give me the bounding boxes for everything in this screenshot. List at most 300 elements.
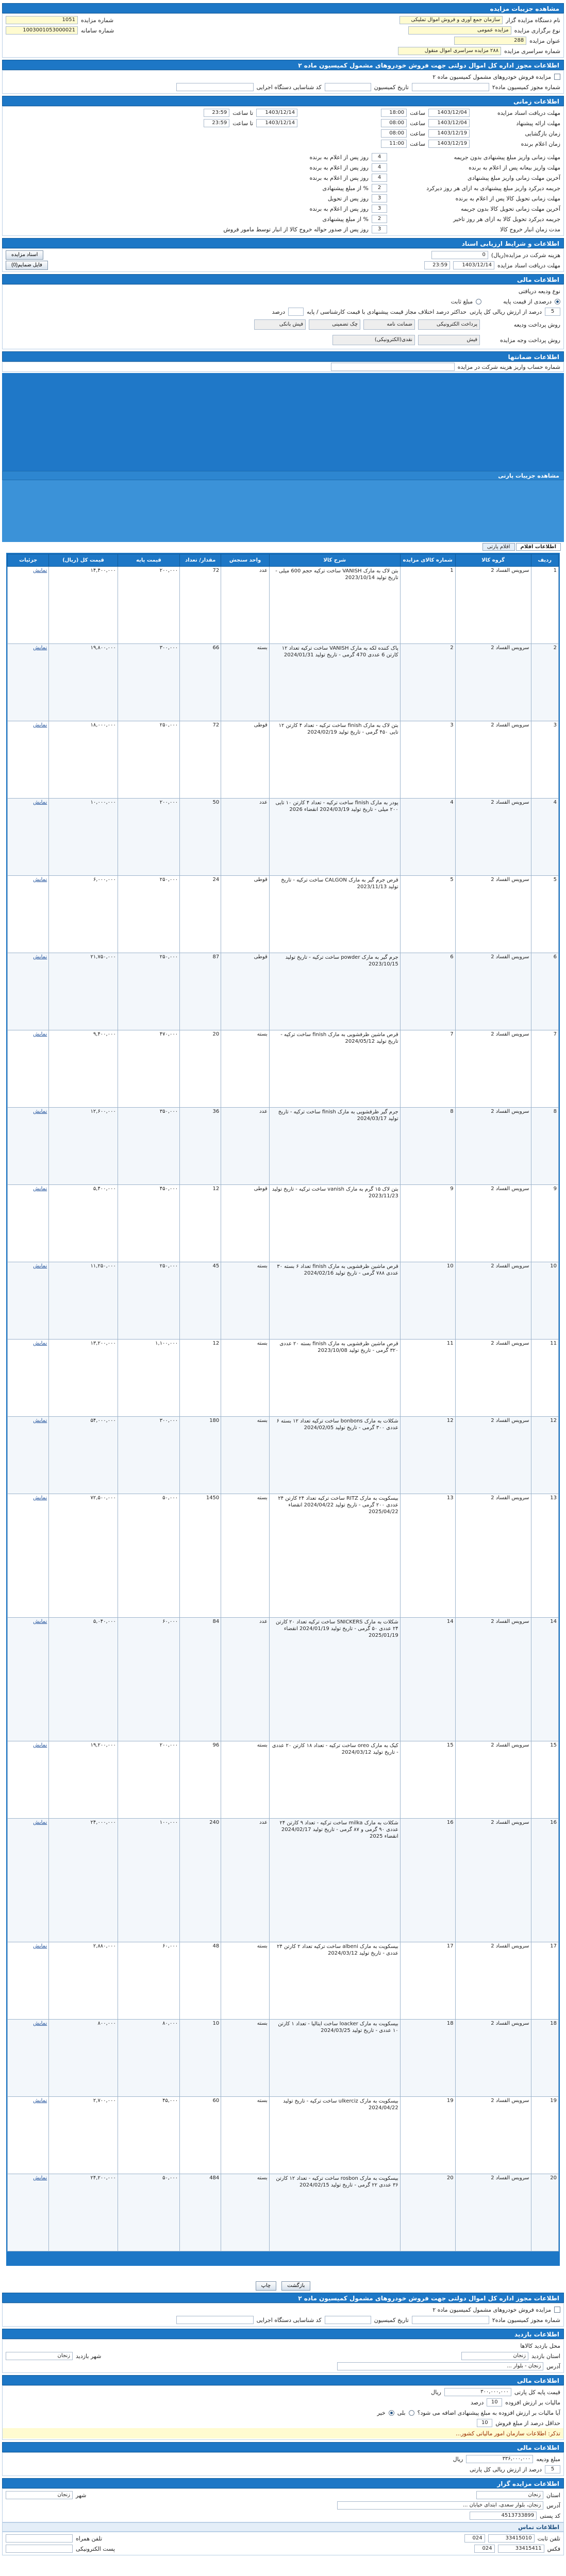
cell-unit: بسته [221,1030,270,1108]
commission-number-label-2: شماره مجوز کمیسیون ماده۲ [492,2316,560,2324]
to-time-label: تا ساعت [232,120,254,127]
cell-total: ۱۱,۲۵۰,۰۰۰ [49,1262,118,1340]
cell-code: 5 [400,876,455,953]
mobile-label: تلفن همراه [76,2535,103,2542]
section-visit: اطلاعات بازدید [2,2329,564,2339]
pay-option-guarantee[interactable]: ضمانت نامه [363,319,415,330]
cell-group: سرویس الفساد 2 [455,1262,531,1340]
cell-det[interactable]: نمایش [8,1819,49,1942]
cell-code: 20 [400,2174,455,2251]
deadline-label: آخرین مهلت زمانی واریز مبلغ پیشنهادی [468,174,560,181]
seller-addr-field: زنجان، بلوار سعدی، ابتدای خیابان ... [337,2501,543,2510]
items-table [7,554,559,2251]
items-tabs [2,542,564,552]
cell-code: 7 [400,1030,455,1108]
blue-panel-top [2,373,564,471]
code-label: شماره سامانه [81,27,114,34]
col-qty: مقدار/ تعداد [180,554,221,567]
cell-det[interactable]: نمایش [8,1618,49,1741]
cell-det[interactable]: نمایش [8,1030,49,1108]
cell-n: 11 [531,1340,558,1417]
cell-price: ۶۰,۰۰۰ [118,1942,179,2020]
tax-note: تذکر: اطلاعات سازمان امور مالیاتی کشور... [455,2430,560,2437]
min-sale-label: حداقل درصد از مبلغ فروش [495,2419,560,2427]
cell-det[interactable]: نمایش [8,1741,49,1819]
cell-price: ۲۰۰,۰۰۰ [118,799,179,876]
guarantees-panel [2,362,564,372]
cell-price: ۴۵,۰۰۰ [118,2097,179,2174]
cell-code: 1 [400,567,455,644]
deadline-row [3,204,563,214]
cell-qty: 12 [180,1185,221,1262]
cell-group: سرویس الفساد 2 [455,876,531,953]
commission-date-label: تاریخ کمیسیون [374,83,409,91]
pay-option-check[interactable]: چک تضمینی [309,319,360,330]
deadline-value: 2 [372,184,387,192]
cell-total: ۸۰۰,۰۰۰ [49,2020,118,2097]
section-auction-details: مشاهده جزییات مزایده [2,3,564,13]
cell-n: 7 [531,1030,558,1108]
cell-unit: بسته [221,1340,270,1417]
timing-to-date: 1403/12/14 [256,109,297,117]
cell-group: سرویس الفساد 2 [455,1618,531,1741]
section-license: اطلاعات مجوز اداره کل اموال دولتی جهت فروش خودروهای مشمول کمیسیون ماده ۲ [2,60,564,70]
pay-price-electronic[interactable]: نقدی(الکترونیکی) [332,335,415,345]
cell-qty: 24 [180,876,221,953]
cell-qty: 1450 [180,1494,221,1618]
cell-group: سرویس الفساد 2 [455,2174,531,2251]
docs-button[interactable]: اسناد مزایده [6,250,43,260]
number-field: 1051 [6,16,78,24]
code-field: 1003001053000021 [6,26,78,35]
cell-group: سرویس الفساد 2 [455,953,531,1030]
cell-group: سرویس الفساد 2 [455,1185,531,1262]
deadline-value: 4 [372,153,387,161]
cell-desc: شکلات به مارک SNICKERS ساخت ترکیه تعداد ۲۰ کارتن ۲۴ عددی ۵۰ گرمی - تاریخ تولید 2024/01/19 انقضاء 2025/01/19 [269,1618,400,1741]
phone-code-field: 024 [464,2534,485,2543]
time-label: ساعت [410,140,425,147]
items-table-frame [6,553,560,2266]
deadline-label: مهلت واریز بیعانه پس از اعلام به برنده [469,164,560,171]
fixed-option: مبلغ ثابت [451,298,473,305]
items-subheader: مشاهده جزییات پارتی [2,471,564,480]
documents-panel [2,248,564,272]
base-price-field: ۳۰۰,۰۰۰,۰۰۰ [444,2388,511,2396]
cell-n: 8 [531,1108,558,1185]
cell-desc: بیسکویت به مارک rosbon ساخت ترکیه - تعداد ۱۲ کارتن ۳۶ عددی ۲۲ گرمی - تاریخ تولید 2024/02/15 [269,2174,400,2251]
cell-unit: بسته [221,2174,270,2251]
cell-price: ۲۰۰,۰۰۰ [118,1741,179,1819]
appendix-button[interactable]: فایل ضمایم(0) [6,261,48,270]
timing-row [3,118,563,128]
cell-det[interactable]: نمایش [8,953,49,1030]
cell-total: ۷۲,۵۰۰,۰۰۰ [49,1494,118,1618]
cell-desc: کیک به مارک oreo ساخت ترکیه - تعداد ۱۸ کارتن ۲۰ عددی - تاریخ تولید 2024/03/12 [269,1741,400,1819]
phone-field: 33415010 [488,2534,535,2543]
cell-qty: 180 [180,1417,221,1494]
cell-n: 3 [531,721,558,799]
cell-qty: 66 [180,644,221,721]
section-guarantees: اطلاعات ضمانتها [2,351,564,362]
deposit-pct-label: درصد از ارزش ریالی کل پارتی [469,2466,542,2473]
section-financial-2: اطلاعات مالی [2,2375,564,2385]
vat-no-radio[interactable] [389,2410,394,2416]
table-row [8,2020,559,2097]
cell-total: ۲,۷۰۰,۰۰۰ [49,2097,118,2174]
deadline-row [3,162,563,173]
cell-price: ۱,۱۰۰,۰۰۰ [118,1340,179,1417]
cell-n: 18 [531,2020,558,2097]
cell-group: سرویس الفساد 2 [455,1417,531,1494]
table-row [8,799,559,876]
max-diff-label: حداکثر درصد اختلاف مجاز قیمت پیشنهادی با قیمت کارشناسی / پایه [307,308,467,315]
cell-group: سرویس الفساد 2 [455,1819,531,1942]
timing-label: مهلت دریافت اسناد مزایده [497,109,560,116]
deadline-label: مهلت زمانی واریز مبلغ پیشنهادی بدون جریمه [454,154,560,161]
vat-no-label: خیر [377,2409,386,2416]
contact-panel [2,2532,564,2555]
commission-number-field-2 [412,2316,489,2324]
cell-desc: پودر به مارک finish ساخت ترکیه - تعداد ۴ کارتن ۱۰ تایی ۲۰۰ میلی - تاریخ تولید 2024/03/19 انقضاء 2026 [269,799,400,876]
doc-receive-date: 1403/12/14 [453,261,494,269]
cell-total: ۱۳,۲۰۰,۰۰۰ [49,1340,118,1417]
commission-number-label: شماره مجوز کمیسیون ماده۲ [492,83,560,91]
section-license-2: اطلاعات مجوز اداره کل اموال دولتی جهت فروش خودروهای مشمول کمیسیون ماده ۲ [2,2293,564,2303]
items-body [8,567,559,2251]
doc-receive-time: 23:59 [424,261,450,269]
cell-unit: قوطی [221,953,270,1030]
seller-province-field: زنجان [476,2491,543,2499]
pay-price-label: روش پرداخت وجه مزایده [500,336,560,344]
cell-det[interactable]: نمایش [8,721,49,799]
cell-desc: قرص ماشین ظرفشویی به مارک finish تعداد ۶ بسته ۳۰ عددی ۷۸۸ گرمی - تاریخ تولید 2024/02/16 [269,1262,400,1340]
deposit-percent-unit: درصد از ارزش ریالی کل پارتی [469,308,542,315]
visit-addr-label: آدرس [546,2363,560,2370]
deadline-value: 3 [372,225,387,233]
table-row [8,1262,559,1340]
cell-unit: قوطی [221,721,270,799]
vat-unit: درصد [470,2399,484,2406]
deadline-row [3,183,563,193]
deadline-unit: روز پس از اعلام به برنده [309,154,369,161]
items-header-row [8,554,559,567]
cell-qty: 36 [180,1108,221,1185]
commission-date-field [325,83,371,91]
cell-code: 8 [400,1108,455,1185]
account-field [331,363,455,371]
title-field: 288 [454,37,526,45]
pay-option-bank-slip[interactable]: فیش بانکی [254,319,306,330]
table-row [8,1942,559,2020]
cell-group: سرویس الفساد 2 [455,1741,531,1819]
cell-desc: قرص جرم گیر به مارک CALGON ساخت ترکیه - تاریخ تولید 2023/11/13 [269,876,400,953]
cell-qty: 45 [180,1262,221,1340]
base-price-unit: ریال [431,2388,441,2396]
items-actions [2,2281,564,2291]
cell-det[interactable]: نمایش [8,1417,49,1494]
visit-province-field: زنجان [461,2352,528,2360]
cell-price: ۲۵۰,۰۰۰ [118,721,179,799]
cell-det[interactable]: نمایش [8,2020,49,2097]
cell-desc: بیسکویت به مارک loacker ساخت ایتالیا - تعداد ۱ کارتن ۱۰ عددی - تاریخ تولید 2024/03/25 [269,2020,400,2097]
cell-total: ۱۸,۰۰۰,۰۰۰ [49,721,118,799]
cell-n: 2 [531,644,558,721]
exec-code-field [176,83,254,91]
cell-total: ۲,۸۸۰,۰۰۰ [49,1942,118,2020]
vat-question: آیا مالیات بر ارزش افزوده به مبلغ پیشنهادی اضافه می شود؟ [417,2409,560,2416]
back-button[interactable]: بازگشت [281,2281,310,2291]
table-row [8,876,559,953]
license-panel-2 [2,2303,564,2327]
financial2-panel [2,2385,564,2440]
visit-panel [2,2339,564,2373]
table-row [8,953,559,1030]
pay-method-label: روش پرداخت ودیعه [513,321,560,328]
deadline-value: 4 [372,174,387,182]
cell-group: سرویس الفساد 2 [455,1942,531,2020]
table-row [8,1494,559,1618]
cell-unit: عدد [221,1618,270,1741]
doc-cost-field: 0 [431,251,488,259]
col-desc: شرح کالا [269,554,400,567]
timing-row [3,128,563,139]
max-diff-field [288,308,304,316]
cell-n: 10 [531,1262,558,1340]
cell-desc: بیسکویت به مارک albeni ساخت ترکیه تعداد ۲ کارتن ۲۴ عددی - تاریخ تولید 2024/03/12 [269,1942,400,2020]
cell-desc: بیسکویت به مارک ulkerciz ساخت ترکیه - تاریخ تولید 2024/04/22 [269,2097,400,2174]
percent-radio[interactable] [555,299,560,304]
timing-from-date: 1403/12/19 [428,140,470,148]
base-price-label: قیمت پایه کل پارتی [514,2388,560,2396]
cell-price: ۳۵۰,۰۰۰ [118,1108,179,1185]
min-sale-field: 10 [477,2419,492,2427]
exec-code-label: کد شناسایی دستگاه اجرایی [256,83,322,91]
table-row [8,1741,559,1819]
tab-party-items[interactable]: اقلام پارتی [482,543,515,551]
cell-total: ۱۴,۴۰۰,۰۰۰ [49,567,118,644]
table-row [8,1618,559,1741]
deadline-unit: روز پس از صدور حواله خروج کالا از انبار توسط مامور فروش [223,226,369,233]
cell-det[interactable]: نمایش [8,644,49,721]
deadline-label: جریمه دیرکرد تحویل کالا به ازای هر روز تاخیر [453,215,560,223]
deadline-row [3,193,563,204]
cell-unit: بسته [221,1417,270,1494]
pay-price-slip[interactable]: فیش [418,335,480,345]
table-row [8,1819,559,1942]
cell-det[interactable]: نمایش [8,1108,49,1185]
cell-group: سرویس الفساد 2 [455,2097,531,2174]
col-group: گروه کالا [455,554,531,567]
email-label: پست الکترونیکی [76,2545,115,2552]
deadline-unit: روز پس از تحویل [327,195,369,202]
cell-det[interactable]: نمایش [8,1942,49,2020]
cell-total: ۱۲,۶۰۰,۰۰۰ [49,1108,118,1185]
timing-from-time: 08:00 [381,129,407,138]
cell-price: ۵۰,۰۰۰ [118,1494,179,1618]
deadline-row [3,224,563,234]
doc-receive-label: مهلت دریافت اسناد مزایده [497,262,560,269]
cell-n: 16 [531,1819,558,1942]
cell-qty: 484 [180,2174,221,2251]
cell-group: سرویس الفساد 2 [455,644,531,721]
fixed-radio[interactable] [476,299,481,304]
cell-price: ۲۵۰,۰۰۰ [118,876,179,953]
print-button[interactable]: چاپ [256,2281,277,2291]
deadline-row [3,214,563,224]
cell-det[interactable]: نمایش [8,2174,49,2251]
vat-yes-radio[interactable] [409,2410,414,2416]
cell-det[interactable]: نمایش [8,567,49,644]
table-footer [7,2251,559,2265]
account-label: شماره حساب واریز هزینه شرکت در مزایده [457,363,560,370]
deposit-method-label: نوع ودیعه دریافتی [518,287,560,295]
cell-n: 6 [531,953,558,1030]
cell-code: 3 [400,721,455,799]
cell-qty: 12 [180,1340,221,1417]
cell-n: 19 [531,2097,558,2174]
deadline-unit: روز پس از اعلام به برنده [309,174,369,181]
seller-city-label: شهر [76,2492,87,2499]
cell-total: ۲۴,۰۰۰,۰۰۰ [49,1819,118,1942]
org-label: نام دستگاه مزایده گزار [506,16,560,24]
cell-code: 19 [400,2097,455,2174]
cell-qty: 240 [180,1819,221,1942]
table-row [8,2174,559,2251]
col-total: قیمت کل (ریال) [49,554,118,567]
deadline-unit: % از مبلغ پیشنهادی [322,184,369,192]
cell-qty: 10 [180,2020,221,2097]
cell-det[interactable]: نمایش [8,1185,49,1262]
timing-from-date: 1403/12/19 [428,129,470,138]
cell-n: 9 [531,1185,558,1262]
title-label: عنوان مزایده [529,37,560,44]
timing-from-time: 11:00 [381,140,407,148]
cell-det[interactable]: نمایش [8,1494,49,1618]
cell-desc: شکلات به مارک milka ساخت ترکیه - تعداد ۹ کارتن ۲۴ عددی ۹۰ گرمی و ۸۷ گرمی - تاریخ تولید 2024/02/17 انقضاء 2025 [269,1819,400,1942]
cell-n: 17 [531,1942,558,2020]
cell-code: 12 [400,1417,455,1494]
percent-option: درصدی از قیمت پایه [503,298,552,305]
table-row [8,1108,559,1185]
cell-det[interactable]: نمایش [8,2097,49,2174]
cell-n: 20 [531,2174,558,2251]
pay-option-electronic[interactable]: پرداخت الکترونیکی [418,319,480,330]
cell-desc: پاک کننده لکه به مارک VANISH ساخت ترکیه تعداد ۱۲ کارتن 6 عددی 470 گرمی - تاریخ تولید 2024/01/31 [269,644,400,721]
commission-checkbox[interactable] [554,74,560,80]
cell-unit: قوطی [221,876,270,953]
cell-price: ۶۰,۰۰۰ [118,1618,179,1741]
cell-total: ۲۴,۲۰۰,۰۰۰ [49,2174,118,2251]
cell-price: ۲۵۰,۰۰۰ [118,953,179,1030]
cell-group: سرویس الفساد 2 [455,1108,531,1185]
cell-unit: قوطی [221,1185,270,1262]
vat-label: مالیات بر ارزش افزوده [505,2399,560,2406]
doc-cost-label: هزینه شرکت در مزایده(ریال) [491,251,560,259]
cell-qty: 72 [180,721,221,799]
cell-unit: بسته [221,644,270,721]
cell-code: 15 [400,1741,455,1819]
cell-qty: 87 [180,953,221,1030]
timing-to-time: 23:59 [204,119,229,127]
section-financial: اطلاعات مالی [2,274,564,284]
cell-unit: بسته [221,1494,270,1618]
cell-qty: 96 [180,1741,221,1819]
desc-label: شماره سراسری مزایده [504,47,560,55]
exec-code-field-2 [176,2316,254,2324]
seller-addr-label: آدرس [546,2502,560,2509]
type-field: مزایده عمومی [408,26,511,35]
to-time-label: تا ساعت [232,109,254,116]
cell-desc: شکلات به مارک bonbons ساخت ترکیه تعداد ۱۲ بسته ۶ عددی ۳۰۰ گرمی - تاریخ تولید 2024/02/05 [269,1417,400,1494]
type-label: نوع برگزاری مزایده [514,27,560,34]
timing-from-date: 1403/12/04 [428,109,470,117]
cell-code: 11 [400,1340,455,1417]
deadline-label: مهلت زمانی تحویل کالا پس از اعلام به برنده [455,195,560,202]
vat-field: 10 [487,2398,502,2406]
seller-city-field: زنجان [6,2491,73,2499]
section-financial-3: اطلاعات مالی [2,2442,564,2452]
visit-city-label: شهر بازدید [76,2352,102,2360]
cell-n: 15 [531,1741,558,1819]
cell-code: 2 [400,644,455,721]
cell-total: ۱۹,۲۰۰,۰۰۰ [49,1741,118,1819]
col-unit: واحد سنجش [221,554,270,567]
cell-code: 4 [400,799,455,876]
fax-label: فکس [547,2545,560,2552]
cell-det[interactable]: نمایش [8,876,49,953]
table-row [8,1030,559,1108]
cell-code: 13 [400,1494,455,1618]
col-price: قیمت پایه [118,554,179,567]
cell-det[interactable]: نمایش [8,1262,49,1340]
table-row [8,1185,559,1262]
commission-checkbox-2[interactable] [554,2307,560,2313]
time-label: ساعت [410,120,425,127]
timing-from-date: 1403/12/04 [428,119,470,127]
cell-det[interactable]: نمایش [8,799,49,876]
phone-label: تلفن ثابت [537,2535,560,2542]
cell-total: ۵۴,۰۰۰,۰۰۰ [49,1417,118,1494]
email-field [6,2545,73,2553]
cell-qty: 20 [180,1030,221,1108]
number-label: شماره مزایده [81,16,114,24]
cell-qty: 72 [180,567,221,644]
max-diff-unit: درصد [272,308,285,315]
timing-label: زمان اعلام برنده [521,140,560,147]
cell-unit: بسته [221,2097,270,2174]
tab-items-info[interactable]: اطلاعات اقلام [516,543,561,551]
cell-group: سرویس الفساد 2 [455,1494,531,1618]
visit-address-label: محل بازدید کالاها [520,2342,560,2349]
cell-desc: بتن لاک ۱۵ گرم به مارک vanish ساخت ترکیه - تاریخ تولید 2023/11/23 [269,1185,400,1262]
deposit-pct-field: 5 [545,2465,560,2473]
cell-qty: 50 [180,799,221,876]
cell-det[interactable]: نمایش [8,1340,49,1417]
cell-total: ۶,۰۰۰,۰۰۰ [49,876,118,953]
cell-qty: 60 [180,2097,221,2174]
seller-panel [2,2488,564,2522]
section-timing: اطلاعات زمانی [2,96,564,106]
cell-code: 10 [400,1262,455,1340]
license-panel [2,70,564,94]
cell-n: 5 [531,876,558,953]
cell-price: ۴۵۰,۰۰۰ [118,1185,179,1262]
cell-total: ۱۹,۸۰۰,۰۰۰ [49,644,118,721]
cell-unit: عدد [221,799,270,876]
timing-to-time: 23:59 [204,109,229,117]
cell-desc: جرم گیر ظرفشویی به مارک finish ساخت ترکیه - تاریخ تولید 2024/03/17 [269,1108,400,1185]
cell-desc: بتن لاک به مارک VANISH ساخت ترکیه حجم 600 میلی - تاریخ تولید 2023/10/14 [269,567,400,644]
